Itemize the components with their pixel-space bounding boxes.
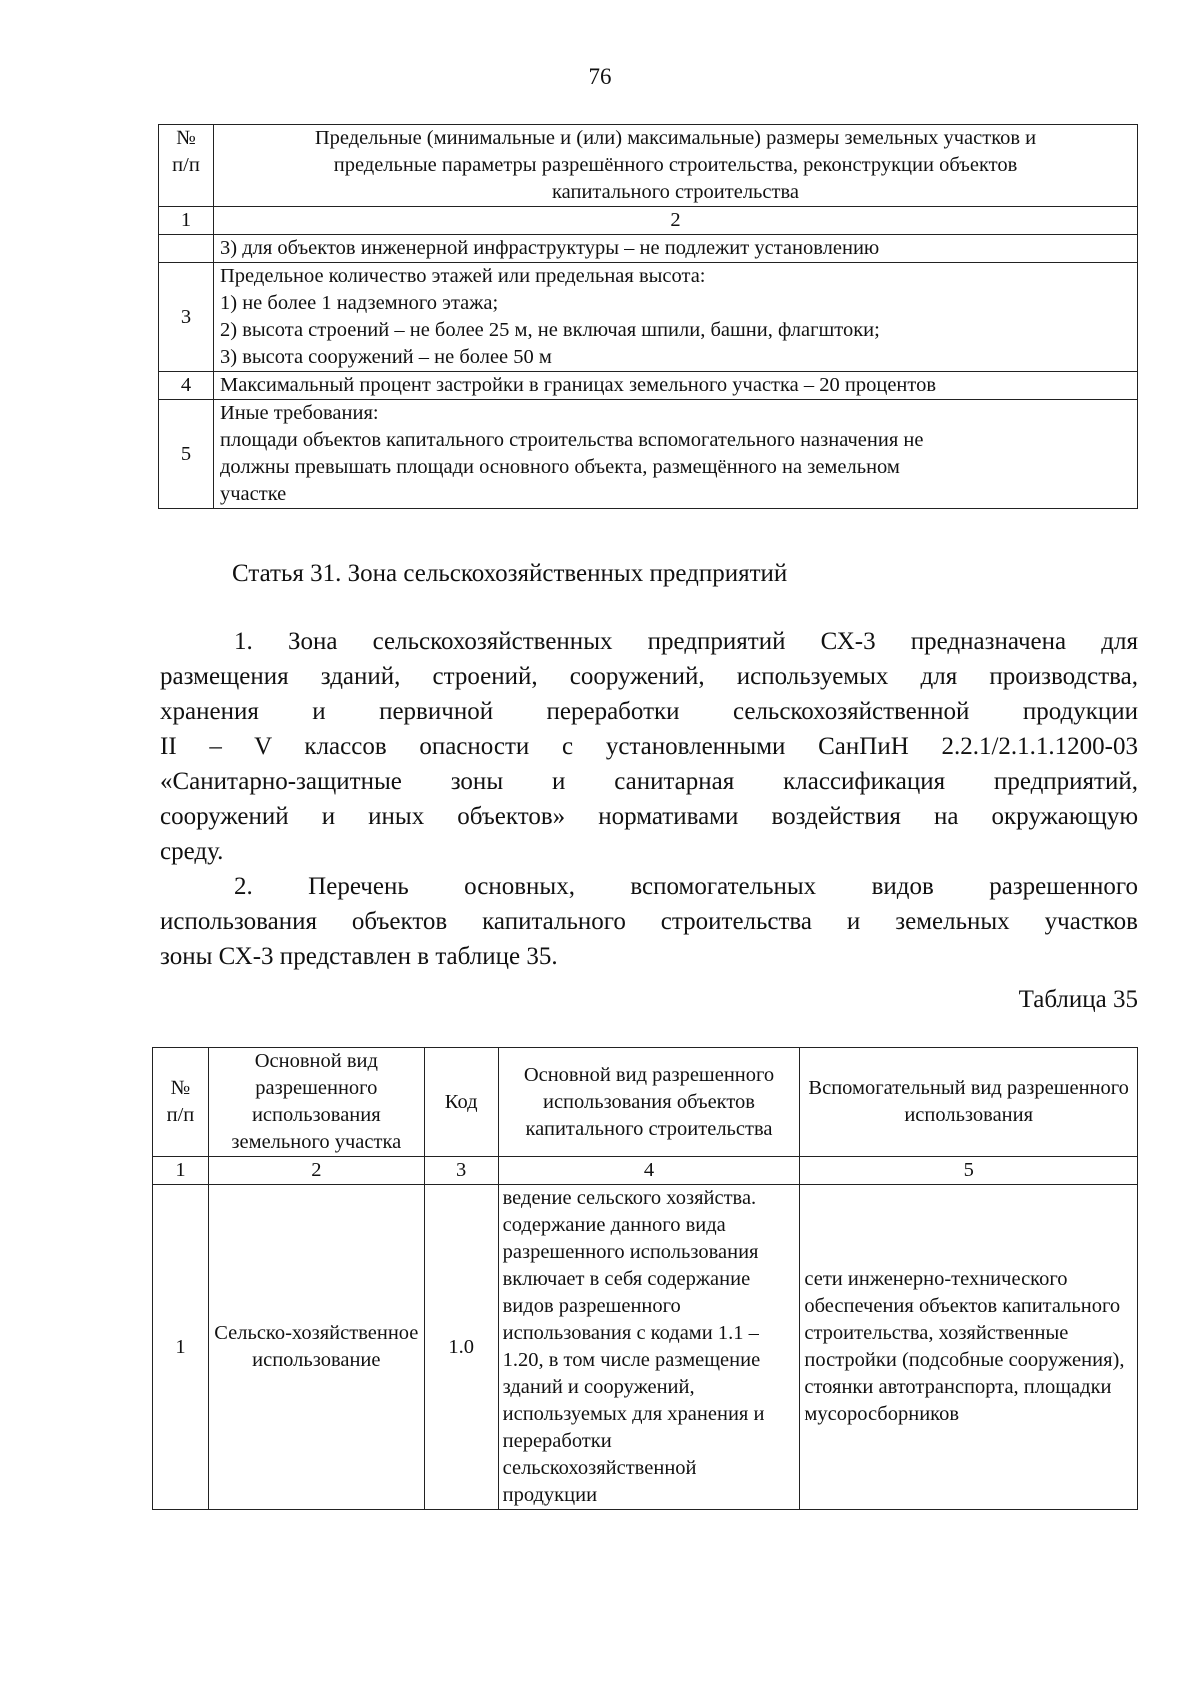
row-line: Предельное количество этажей или предельная высота: — [220, 265, 706, 287]
row-number — [159, 235, 214, 263]
row-text — [214, 263, 1138, 372]
parameters-table — [158, 124, 1138, 509]
paragraph-line: использования объектов капитального строительства и земельных участков — [160, 908, 1138, 935]
row-line: площади объектов капитального строительства вспомогательного назначения не — [220, 429, 924, 451]
paragraph-line: 1. Зона сельскохозяйственных предприятий СХ-3 предназначена для — [234, 628, 1138, 655]
column-number-row — [159, 207, 1138, 235]
column-number: 1 — [159, 207, 214, 235]
row-land-use: Сельско-хозяйственное использование — [208, 1185, 424, 1510]
article-title: Статья 31. Зона сельскохозяйственных предприятий — [232, 560, 788, 587]
header-main-use: Основной вид разрешенного использования объектов капитального строительства — [498, 1048, 800, 1157]
table-row — [159, 400, 1138, 509]
table-row — [159, 263, 1138, 372]
row-line: 1) не более 1 надземного этажа; — [220, 292, 499, 314]
row-main-use: ведение сельского хозяйства. содержание данного вида разрешенного использования включает в себя содержание видов разрешенного использования с кодами 1.1 – 1.20, в том числе размещение зданий и сооружений, используемых для хранения и переработки сельскохозяйственной продукции — [498, 1185, 800, 1510]
header-num-cell — [159, 125, 214, 207]
header-num-abbr: п/п — [166, 1104, 195, 1126]
table-row — [153, 1185, 1138, 1510]
column-number: 2 — [214, 207, 1138, 235]
header-title-line: капитального строительства — [552, 181, 799, 203]
table-row — [159, 235, 1138, 263]
header-land-use: Основной вид разрешенного использования земельного участка — [208, 1048, 424, 1157]
article-paragraph-1 — [160, 624, 1138, 869]
header-num-cell — [153, 1048, 209, 1157]
header-title-line: предельные параметры разрешённого строительства, реконструкции объектов — [333, 154, 1018, 176]
page-number: 76 — [588, 64, 612, 89]
row-number: 4 — [159, 372, 214, 400]
header-num-abbr: п/п — [172, 154, 200, 176]
row-text — [214, 235, 1138, 263]
column-number: 2 — [208, 1157, 424, 1185]
column-number: 4 — [498, 1157, 800, 1185]
row-line: 2) высота строений – не более 25 м, не включая шпили, башни, флагштоки; — [220, 319, 880, 341]
table-header-row — [159, 125, 1138, 207]
paragraph-line: 2. Перечень основных, вспомогательных видов разрешенного — [234, 873, 1138, 900]
column-number: 1 — [153, 1157, 209, 1185]
paragraph-line: II – V классов опасности с установленными СанПиН 2.2.1/2.1.1.1200-03 — [160, 733, 1138, 760]
row-line: 3) для объектов инженерной инфраструктуры – не подлежит установлению — [220, 237, 880, 259]
paragraph-line: хранения и первичной переработки сельскохозяйственной продукции — [160, 698, 1138, 725]
paragraph-line: «Санитарно-защитные зоны и санитарная классификация предприятий, — [160, 768, 1138, 795]
paragraph-line: размещения зданий, строений, сооружений, используемых для производства, — [160, 663, 1138, 690]
article-paragraph-2 — [160, 869, 1138, 974]
row-code: 1.0 — [424, 1185, 498, 1510]
paragraph-line: сооружений и иных объектов» нормативами воздействия на окружающую — [160, 803, 1138, 830]
row-aux-use: сети инженерно-технического обеспечения объектов капитального строительства, хозяйственные постройки (подсобные сооружения), стоянки автотранспорта, площадки мусоросборников — [800, 1185, 1138, 1510]
header-num-symbol: № — [170, 1077, 191, 1099]
header-title-line: Предельные (минимальные и (или) максимальные) размеры земельных участков и — [314, 127, 1037, 149]
column-number-row — [153, 1157, 1138, 1185]
header-num-symbol: № — [176, 127, 196, 149]
header-title-cell — [214, 125, 1138, 207]
row-line: должны превышать площади основного объекта, размещённого на земельном — [220, 456, 900, 478]
land-use-table — [152, 1047, 1138, 1510]
row-line: участке — [220, 483, 287, 505]
row-line: Максимальный процент застройки в границах земельного участка – 20 процентов — [220, 374, 937, 396]
row-line: Иные требования: — [220, 402, 379, 424]
header-aux-use: Вспомогательный вид разрешенного использования — [800, 1048, 1138, 1157]
table-row — [159, 372, 1138, 400]
header-code: Код — [424, 1048, 498, 1157]
row-line: 3) высота сооружений – не более 50 м — [220, 346, 552, 368]
column-number: 3 — [424, 1157, 498, 1185]
row-number: 3 — [159, 263, 214, 372]
row-number: 1 — [153, 1185, 209, 1510]
table-header-row — [153, 1048, 1138, 1157]
column-number: 5 — [800, 1157, 1138, 1185]
row-text — [214, 372, 1138, 400]
paragraph-line: среду. — [160, 838, 224, 865]
paragraph-line: зоны СХ-3 представлен в таблице 35. — [160, 943, 558, 970]
row-text — [214, 400, 1138, 509]
table-caption: Таблица 35 — [1018, 986, 1138, 1013]
row-number: 5 — [159, 400, 214, 509]
